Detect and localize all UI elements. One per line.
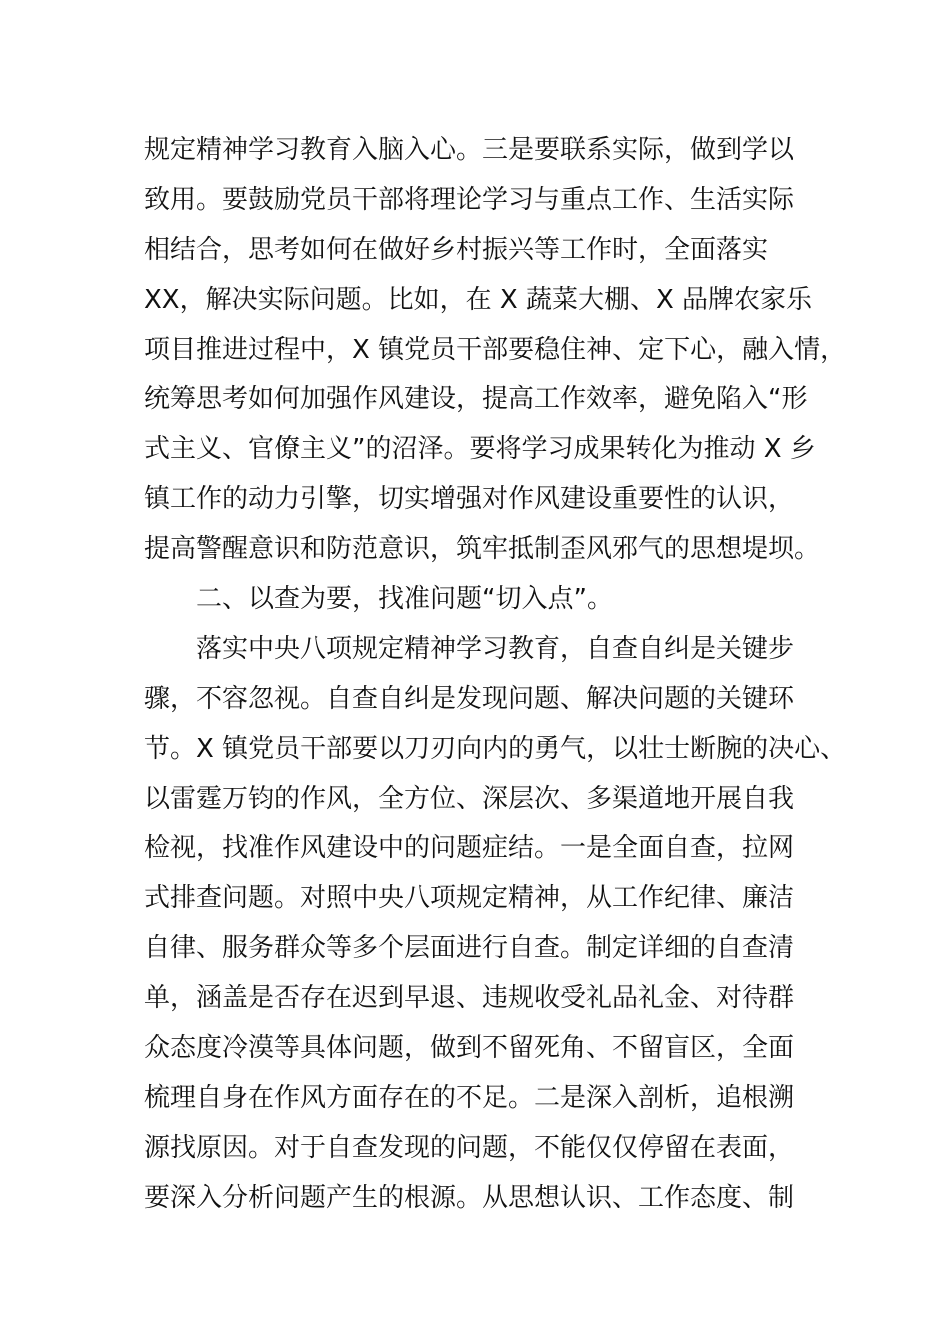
text-line: 梳理自身在作风方面存在的不足。二是深入剖析，追根溯 [144,1082,795,1113]
text-line: 自律、服务群众等多个层面进行自查。制定详细的自查清 [144,933,795,964]
text-line: 致用。要鼓励党员干部将理论学习与重点工作、生活实际 [144,184,795,215]
body-text [144,126,847,1224]
text-line: 单，涵盖是否存在迟到早退、违规收受礼品礼金、对待群 [144,983,795,1014]
section-heading: 二、以查为要，找准问题“切入点”。 [196,584,613,615]
text-line: 式主义、官僚主义”的沼泽。要将学习成果转化为推动 X 乡 [144,434,816,465]
text-line: 众态度冷漠等具体问题，做到不留死角、不留盲区，全面 [144,1033,795,1064]
text-line: 提高警醒意识和防范意识，筑牢抵制歪风邪气的思想堤坝。 [144,534,821,565]
text-line: 源找原因。对于自查发现的问题，不能仅仅停留在表面， [144,1132,795,1163]
text-line: 式排查问题。对照中央八项规定精神，从工作纪律、廉洁 [144,883,795,914]
paragraph-start-line: 落实中央八项规定精神学习教育，自查自纠是关键步 [196,633,795,664]
text-line: 规定精神学习教育入脑入心。三是要联系实际，做到学以 [144,135,795,165]
text-line: 骤，不容忽视。自查自纠是发现问题、解决问题的关键环 [144,683,795,714]
text-line: 检视，找准作风建设中的问题症结。一是全面自查，拉网 [144,833,795,864]
text-line: 以雷霆万钧的作风，全方位、深层次、多渠道地开展自我 [144,783,795,814]
text-line: 要深入分析问题产生的根源。从思想认识、工作态度、制 [144,1182,795,1213]
text-line: 相结合，思考如何在做好乡村振兴等工作时，全面落实 [144,234,769,265]
text-line: 项目推进过程中，X 镇党员干部要稳住神、定下心，融入情， [144,334,847,365]
text-line: XX，解决实际问题。比如，在 X 蔬菜大棚、X 品牌农家乐 [144,284,813,315]
text-line: 镇工作的动力引擎，切实增强对作风建设重要性的认识， [144,484,795,515]
text-line: 统筹思考如何加强作风建设，提高工作效率，避免陷入“形 [144,384,808,415]
text-line: 节。X 镇党员干部要以刀刃向内的勇气，以壮士断腕的决心、 [144,733,847,764]
